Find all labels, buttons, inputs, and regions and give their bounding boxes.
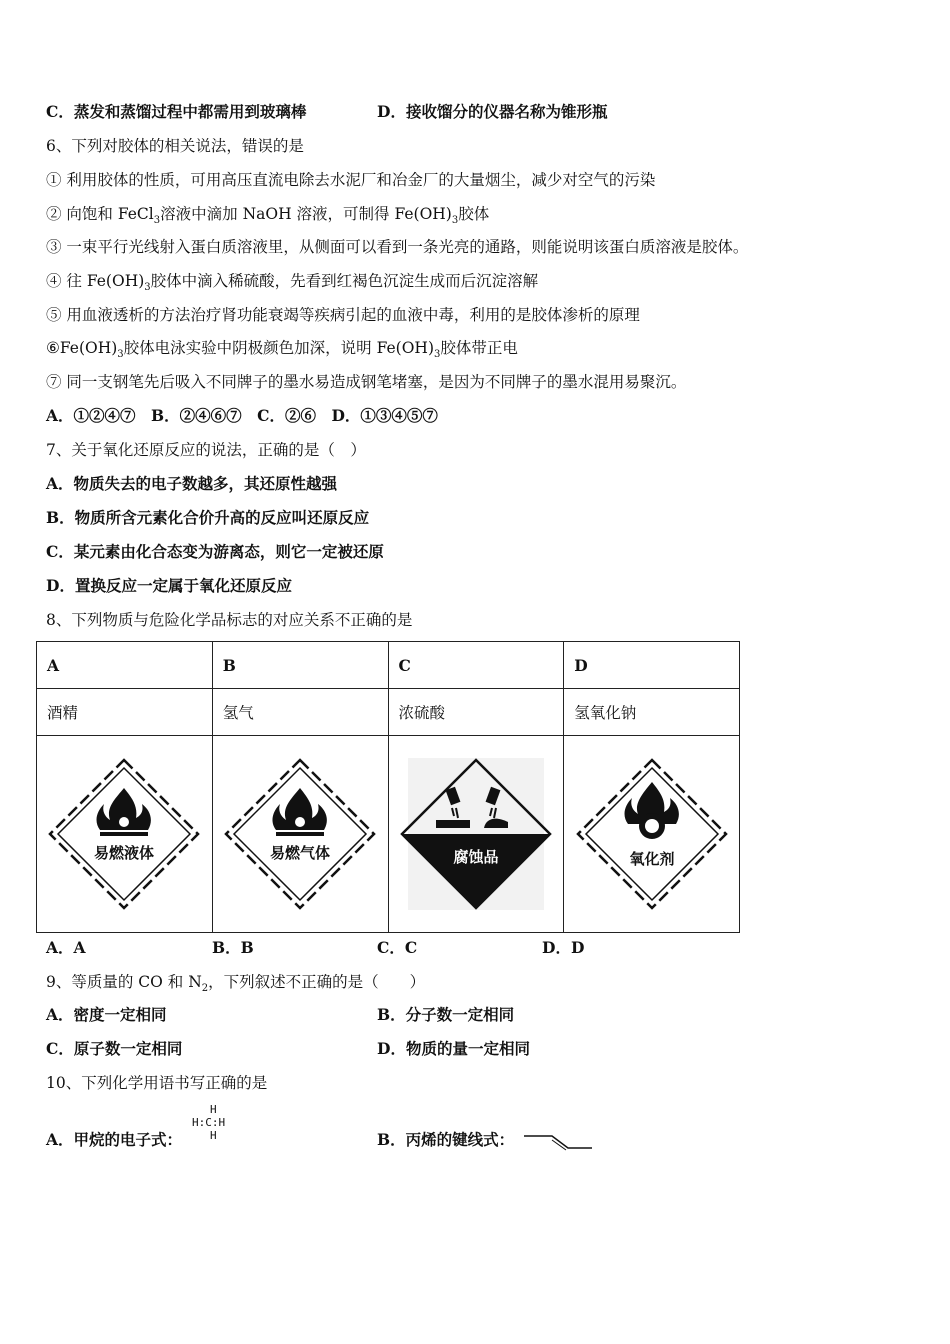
hazard-table [36, 641, 740, 933]
substance-d: 氢氧化钠 [564, 689, 740, 736]
q8-option-d: D．D [542, 938, 585, 957]
q6-statement-6: $⑥Fe(OH)_3$胶体电泳实验中阴极颜色加深，说明 $Fe(OH)_3$胶体带正电 [46, 339, 518, 360]
q6-statement-3: ③ 一束平行光线射入蛋白质溶液里，从侧面可以看到一条光亮的通路，则能说明该蛋白质溶液是胶体。 [46, 238, 749, 256]
table-header-a: A [37, 642, 213, 689]
sign-label-c: 腐蚀品 [453, 848, 499, 866]
q7-option-c: C．某元素由化合态变为游离态，则它一定被还原 [46, 542, 384, 561]
q7-stem: 7、关于氧化还原反应的说法，正确的是（ ） [46, 441, 366, 459]
table-header-d: D [564, 642, 740, 689]
sign-cell-a [37, 736, 213, 933]
q9-option-a: A．密度一定相同 [46, 1005, 167, 1024]
q9-option-d: D．物质的量一定相同 [377, 1039, 530, 1058]
sign-cell-c [388, 736, 564, 933]
substance-a: 酒精 [37, 689, 213, 736]
oxidizer-sign-icon [572, 754, 732, 914]
q6-statement-5: ⑤ 用血液透析的方法治疗肾功能衰竭等疾病引起的血液中毒，利用的是胶体渗析的原理 [46, 306, 640, 324]
substance-c: 浓硫酸 [388, 689, 564, 736]
q7-option-b: B．物质所含元素化合价升高的反应叫还原反应 [46, 508, 370, 527]
q9-stem: 9、等质量的 CO 和 $N_2$，下列叙述不正确的是（ ） [46, 973, 426, 994]
q8-option-b: B．B [212, 938, 254, 957]
q9-option-c: C．原子数一定相同 [46, 1039, 183, 1058]
q10-option-a: A．甲烷的电子式： [46, 1130, 183, 1149]
propene-skeletal-formula-icon [522, 1128, 594, 1152]
sign-label-b: 易燃气体 [270, 844, 331, 862]
table-header-c: C [388, 642, 564, 689]
sign-label-a: 易燃液体 [94, 844, 155, 862]
sign-label-d: 氧化剂 [629, 850, 675, 868]
substance-b: 氢气 [212, 689, 388, 736]
q8-option-c: C．C [377, 938, 418, 957]
q8-stem: 8、下列物质与危险化学品标志的对应关系不正确的是 [46, 611, 413, 629]
flammable-liquid-sign-icon [44, 754, 204, 914]
q6-statement-1: ① 利用胶体的性质，可用高压直流电除去水泥厂和冶金厂的大量烟尘，减少对空气的污染 [46, 171, 656, 189]
q10-option-b: B．丙烯的键线式： [377, 1130, 515, 1149]
table-header-b: B [212, 642, 388, 689]
q6-statement-7: ⑦ 同一支钢笔先后吸入不同牌子的墨水易造成钢笔堵塞，是因为不同牌子的墨水混用易聚沉。 [46, 373, 687, 391]
q7-option-a: A．物质失去的电子数越多，其还原性越强 [46, 474, 338, 493]
q9-option-b: B．分子数一定相同 [377, 1005, 515, 1024]
q5-option-d: D．接收馏分的仪器名称为锥形瓶 [377, 102, 608, 121]
q6-statement-4: ④ 往 $Fe(OH)_3$胶体中滴入稀硫酸，先看到红褐色沉淀生成而后沉淀溶解 [46, 272, 539, 293]
q7-option-d: D．置换反应一定属于氧化还原反应 [46, 576, 292, 595]
sign-cell-b [212, 736, 388, 933]
q8-option-a: A．A [46, 938, 86, 957]
corrosive-sign-icon [396, 754, 556, 914]
sign-cell-d [564, 736, 740, 933]
q6-statement-2: ② 向饱和 FeCl$_3$溶液中滴加 NaOH 溶液，可制得 $Fe(OH)_3$胶体 [46, 205, 490, 226]
flammable-gas-sign-icon [220, 754, 380, 914]
methane-electron-formula: H H:C:H H [192, 1103, 226, 1142]
q5-option-c: C．蒸发和蒸馏过程中都需用到玻璃棒 [46, 102, 307, 121]
q10-stem: 10、下列化学用语书写正确的是 [46, 1074, 268, 1092]
q6-stem: 6、下列对胶体的相关说法，错误的是 [46, 137, 304, 155]
q6-options: A．①②④⑦ B．②④⑥⑦ C．②⑥ D．①③④⑤⑦ [46, 406, 438, 425]
